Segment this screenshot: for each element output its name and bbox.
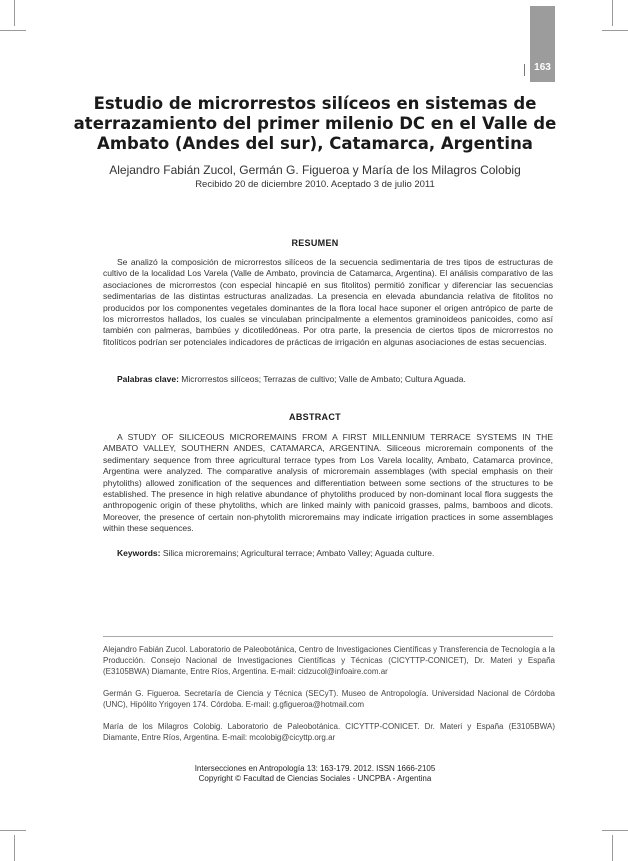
keywords-label: Palabras clave: bbox=[117, 374, 179, 384]
received-date: Recibido 20 de diciembre 2010. Aceptado 3 de julio 2011 bbox=[195, 179, 435, 190]
author-list: Alejandro Fabián Zucol, Germán G. Figueroa y María de los Milagros Colobig bbox=[109, 163, 521, 177]
resumen-keywords bbox=[117, 374, 557, 385]
keywords-value: Silica microremains; Agricultural terrace; Ambato Valley; Aguada culture. bbox=[162, 548, 435, 558]
crop-mark bbox=[14, 0, 15, 26]
keywords-label: Keywords: bbox=[117, 548, 161, 558]
crop-mark bbox=[0, 830, 26, 831]
journal-citation: Intersecciones en Antropología 13: 163-179. 2012. ISSN 1666-2105 bbox=[194, 764, 436, 773]
crop-mark bbox=[602, 30, 628, 31]
footnote-rule bbox=[103, 636, 553, 637]
abstract-keywords bbox=[117, 548, 557, 559]
crop-mark bbox=[612, 835, 613, 861]
page-number: 163 bbox=[534, 62, 551, 73]
copyright-line: Copyright © Facultad de Ciencias Sociales - UNCPBA - Argentina bbox=[198, 774, 432, 783]
affiliation-figueroa: Germán G. Figueroa. Secretaría de Ciencia y Técnica (SECyT). Museo de Antropología. Universidad Nacional de Córdoba (UNC), Hipólito Yrigoyen 174. Córdoba. E-mail: g.gfigueroa@hotmail.com bbox=[103, 689, 555, 710]
abstract-heading: ABSTRACT bbox=[289, 412, 341, 422]
abstract-text: A STUDY OF SILICEOUS MICROREMAINS FROM A FIRST MILLENNIUM TERRACE SYSTEMS IN THE AMBATO VALLEY, SOUTHERN ANDES, CATAMARCA, ARGENTINA. Siliceous microremain components of the sedimentary sequence from three agricultural terrace types from Los Varela locality, Ambato, Catamarca province, Argentina were analyzed. The comparative analysis of microremain assemblages (with special emphasis on their phytoliths) allowed zonification of the sequences and differentiation between some sections of the structures to be established. The presence in high relative abundance of phytoliths produced by non-dominant local flora suggests the anthropogenic origin of these phytoliths, which are linked mainly with panicoid grasses, palms, bamboos and dicots. Moreover, the presence of certain non-phytolith microremains may indicate irrigation practices in some assemblages within these sequences. bbox=[103, 432, 553, 534]
crop-mark bbox=[14, 835, 15, 861]
resumen-text: Se analizó la composición de microrrestos silíceos de la secuencia sedimentaria de tres tipos de estructuras de cultivo de la localidad Los Varela (Valle de Ambato, provincia de Catamarca, Argentina). El análisis comparativo de las asociaciones de microrrestos (con especial hincapié en sus fitolitos) permitió zonificar y diferenciar las secuencias sedimentarias de las distintas estructuras analizadas. La presencia en elevada abundancia relativa de fitolitos no producidos por los componentes vegetales dominantes de la flora local hace suponer el origen antrópico de parte de los microrrestos hallados, los cuales se vinculaban principalmente a elementos graminoideos panicoides, como así también con palmeras, bambúes y dicotiledóneas. Por otra parte, la presencia de ciertos tipos de microrrestos no fitolíticos podrían ser potenciales indicadores de prácticas de irrigación en algunas asociaciones de estas secuencias. bbox=[103, 257, 553, 347]
page-number-separator bbox=[524, 64, 525, 76]
affiliation-colobig: María de los Milagros Colobig. Laboratorio de Paleobotánica. CICYTTP-CONICET. Dr. Materi y España (E3105BWA) Diamante, Entre Ríos, Argentina. E-mail: mcolobig@cicyttp.org.ar bbox=[103, 722, 555, 743]
article-title: Estudio de microrrestos silíceos en sistemas de aterrazamiento del primer milenio DC en el Valle de Ambato (Andes del sur), Catamarca, Argentina bbox=[73, 94, 557, 153]
keywords-value: Microrrestos silíceos; Terrazas de cultivo; Valle de Ambato; Cultura Aguada. bbox=[181, 374, 466, 384]
crop-mark bbox=[612, 0, 613, 26]
resumen-heading: RESUMEN bbox=[291, 238, 339, 248]
affiliation-zucol: Alejandro Fabián Zucol. Laboratorio de Paleobotánica, Centro de Investigaciones Científicas y Transferencia de Tecnología a la Producción. Consejo Nacional de Investigaciones Científicas y Técnicas (CICYTTP-CONICET), Dr. Materi y España (E3105BWA) Diamante, Entre Ríos, Argentina. E-mail: cidzucol@infoaire.com.ar bbox=[103, 645, 555, 677]
crop-mark bbox=[602, 830, 628, 831]
crop-mark bbox=[0, 30, 26, 31]
